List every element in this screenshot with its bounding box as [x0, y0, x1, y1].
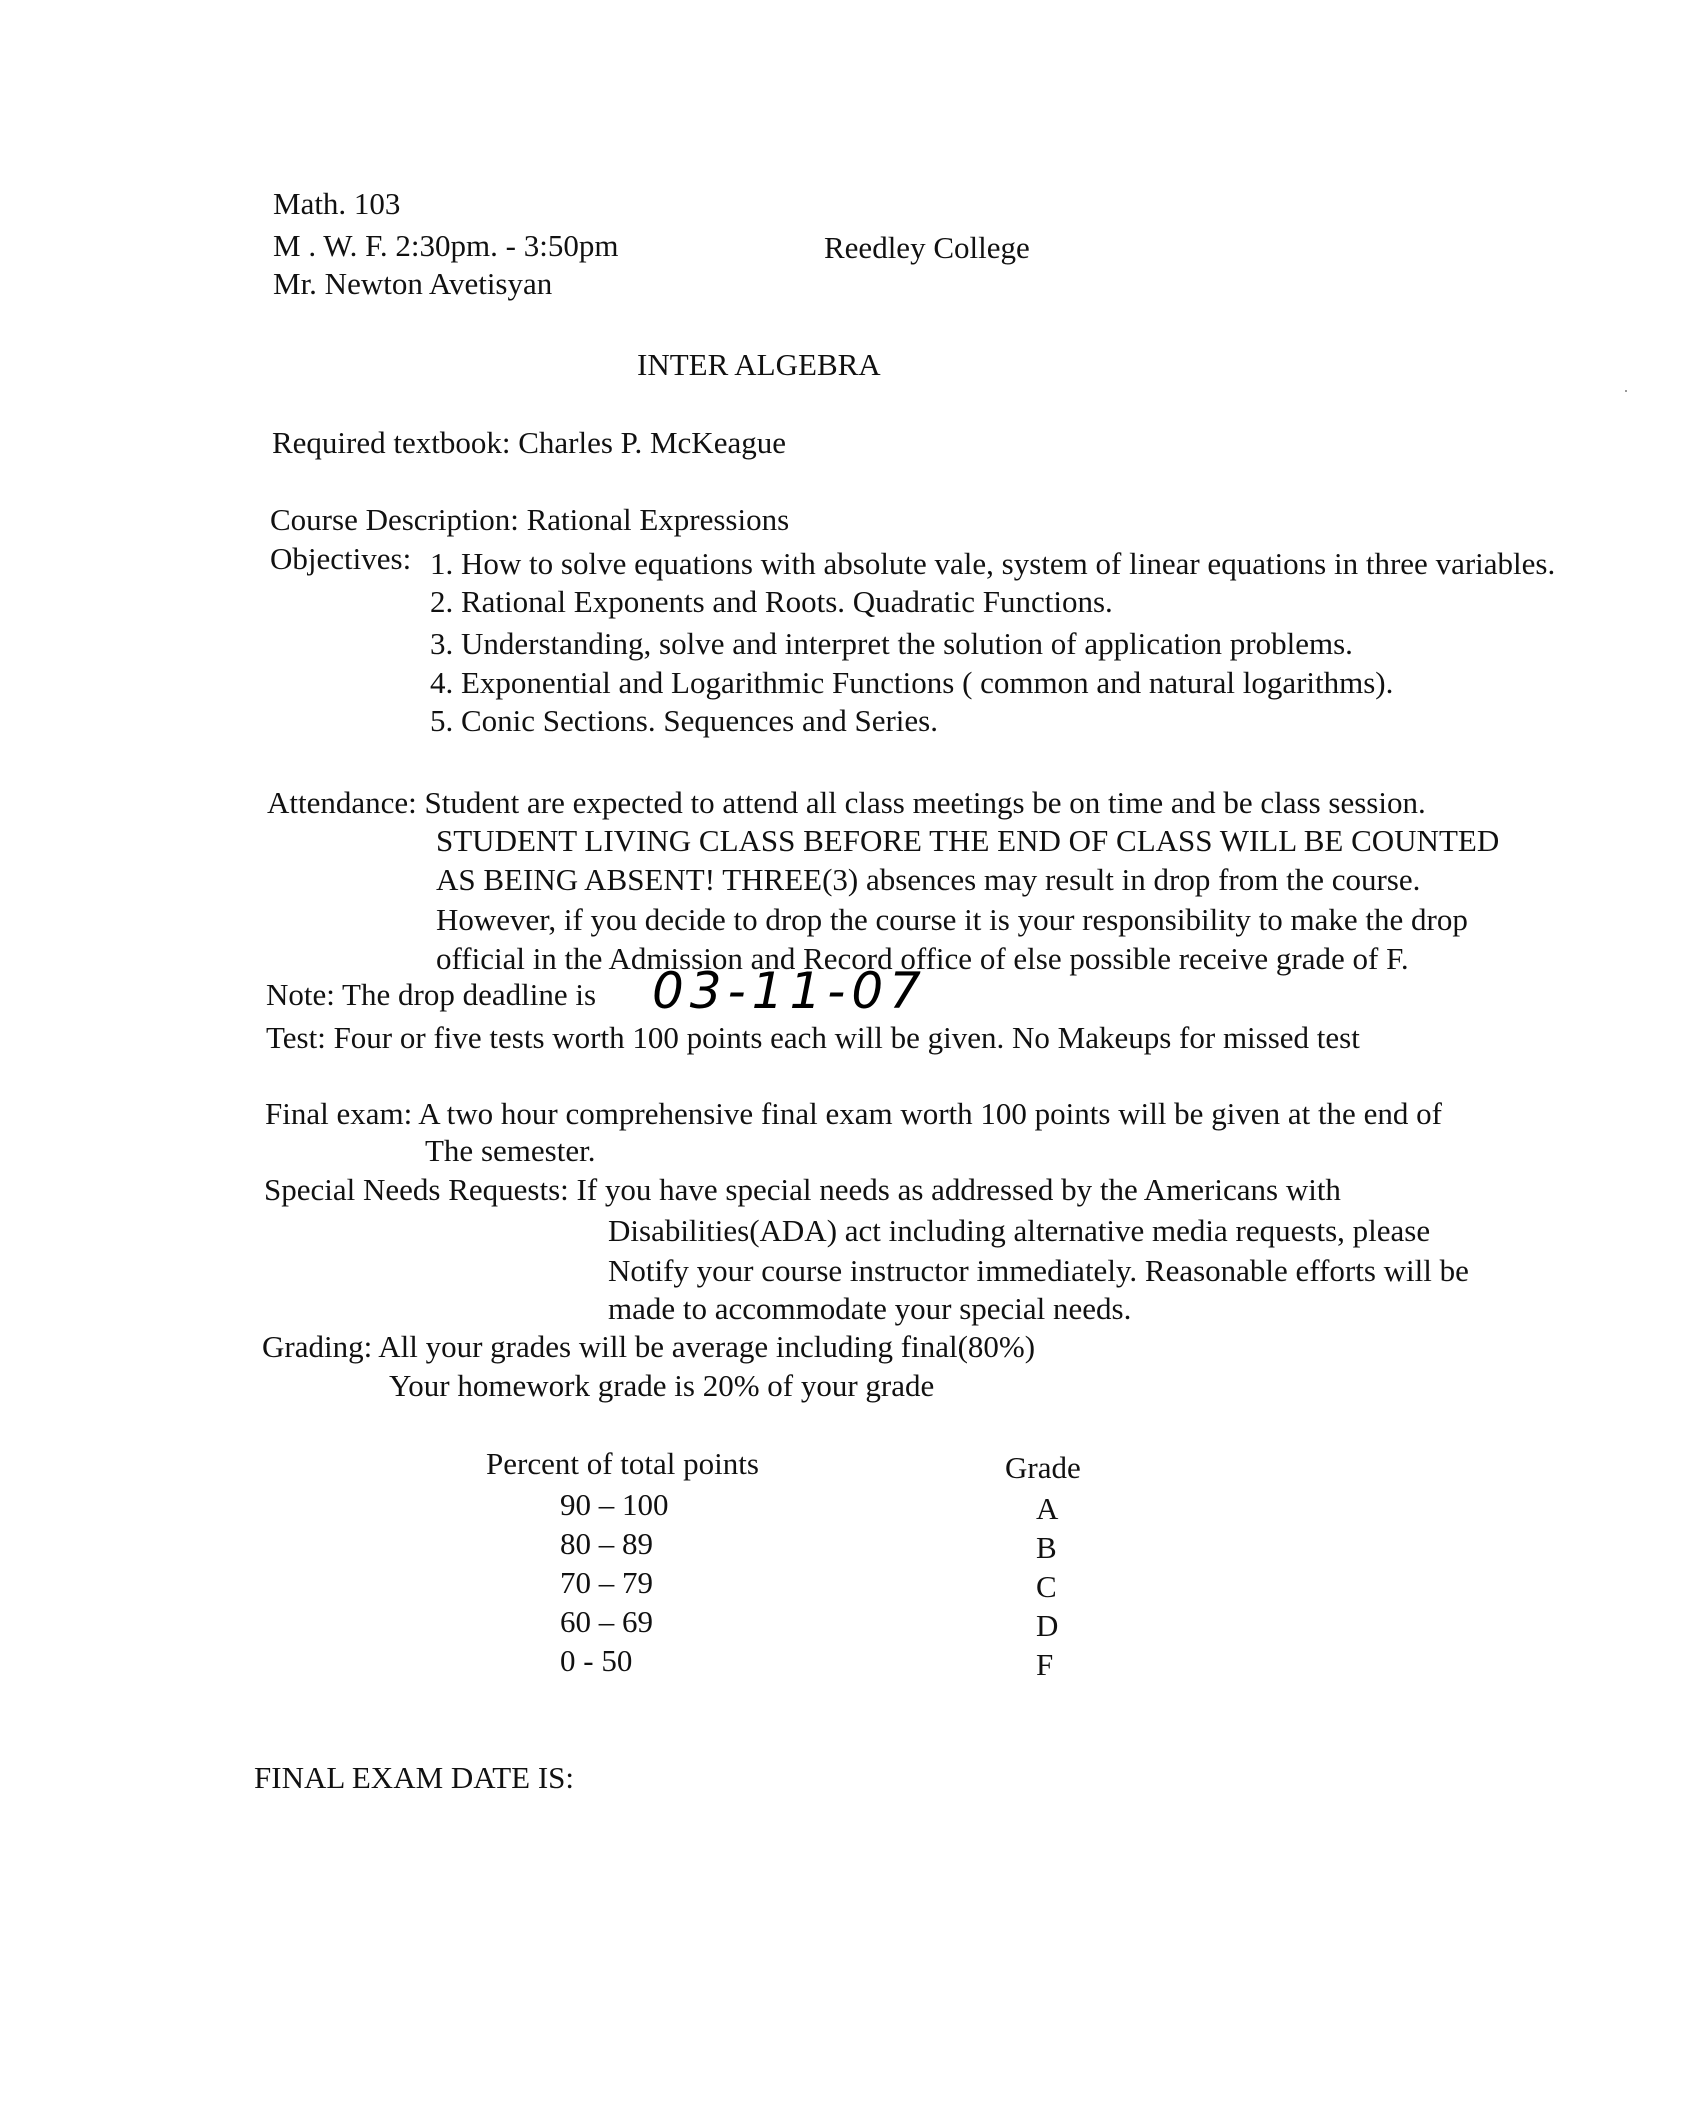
grade-range: 70 – 79 [560, 1565, 653, 1600]
drop-deadline-date: 03-11-07 [652, 962, 927, 1020]
grade-letter: C [1036, 1569, 1057, 1604]
required-textbook: Required textbook: Charles P. McKeague [272, 425, 786, 460]
objective-item: 2. Rational Exponents and Roots. Quadratic Functions. [430, 584, 1113, 619]
attendance-line: Attendance: Student are expected to attend all class meetings be on time and be class session. [267, 785, 1426, 820]
attendance-line: STUDENT LIVING CLASS BEFORE THE END OF CLASS WILL BE COUNTED [436, 823, 1500, 858]
grade-range: 0 - 50 [560, 1643, 633, 1678]
attendance-line: However, if you decide to drop the course it is your responsibility to make the drop [436, 902, 1468, 937]
course-title: INTER ALGEBRA [637, 347, 881, 382]
grade-letter: D [1036, 1608, 1059, 1643]
objective-item: 1. How to solve equations with absolute vale, system of linear equations in three variables. [430, 546, 1556, 581]
grading-line: Your homework grade is 20% of your grade [389, 1368, 935, 1403]
special-needs-line: Notify your course instructor immediately. Reasonable efforts will be [608, 1253, 1469, 1288]
objective-item: 3. Understanding, solve and interpret the solution of application problems. [430, 626, 1353, 661]
class-schedule: M . W. F. 2:30pm. - 3:50pm [273, 228, 619, 263]
final-exam-line: Final exam: A two hour comprehensive final exam worth 100 points will be given at the end of [265, 1096, 1442, 1131]
objective-item: 4. Exponential and Logarithmic Functions ( common and natural logarithms). [430, 665, 1394, 700]
grade-letter: B [1036, 1530, 1057, 1565]
grade-table-header-grade: Grade [1005, 1450, 1081, 1485]
scan-speck [1625, 390, 1627, 392]
grade-range: 90 – 100 [560, 1487, 669, 1522]
course-code: Math. 103 [273, 186, 401, 221]
grading-line: Grading: All your grades will be average including final(80%) [262, 1329, 1036, 1364]
attendance-line: official in the Admission and Record office of else possible receive grade of F. [436, 941, 1409, 976]
special-needs-line: made to accommodate your special needs. [608, 1291, 1132, 1326]
special-needs-line: Disabilities(ADA) act including alternative media requests, please [608, 1213, 1431, 1248]
grade-table-header-percent: Percent of total points [486, 1446, 759, 1481]
course-description: Course Description: Rational Expressions [270, 502, 790, 537]
final-exam-line: The semester. [425, 1133, 596, 1168]
objective-item: 5. Conic Sections. Sequences and Series. [430, 703, 938, 738]
objectives-label: Objectives: [270, 541, 412, 576]
attendance-line: AS BEING ABSENT! THREE(3) absences may result in drop from the course. [436, 862, 1421, 897]
college-name: Reedley College [824, 230, 1030, 265]
drop-deadline-label: Note: The drop deadline is [266, 977, 597, 1012]
instructor-name: Mr. Newton Avetisyan [273, 266, 553, 301]
grade-letter: F [1036, 1647, 1054, 1682]
grade-range: 60 – 69 [560, 1604, 653, 1639]
grade-letter: A [1036, 1491, 1059, 1526]
test-policy: Test: Four or five tests worth 100 points each will be given. No Makeups for missed test [266, 1020, 1360, 1055]
grade-range: 80 – 89 [560, 1526, 653, 1561]
final-exam-date-label: FINAL EXAM DATE IS: [254, 1760, 575, 1795]
special-needs-line: Special Needs Requests: If you have special needs as addressed by the Americans with [264, 1172, 1341, 1207]
